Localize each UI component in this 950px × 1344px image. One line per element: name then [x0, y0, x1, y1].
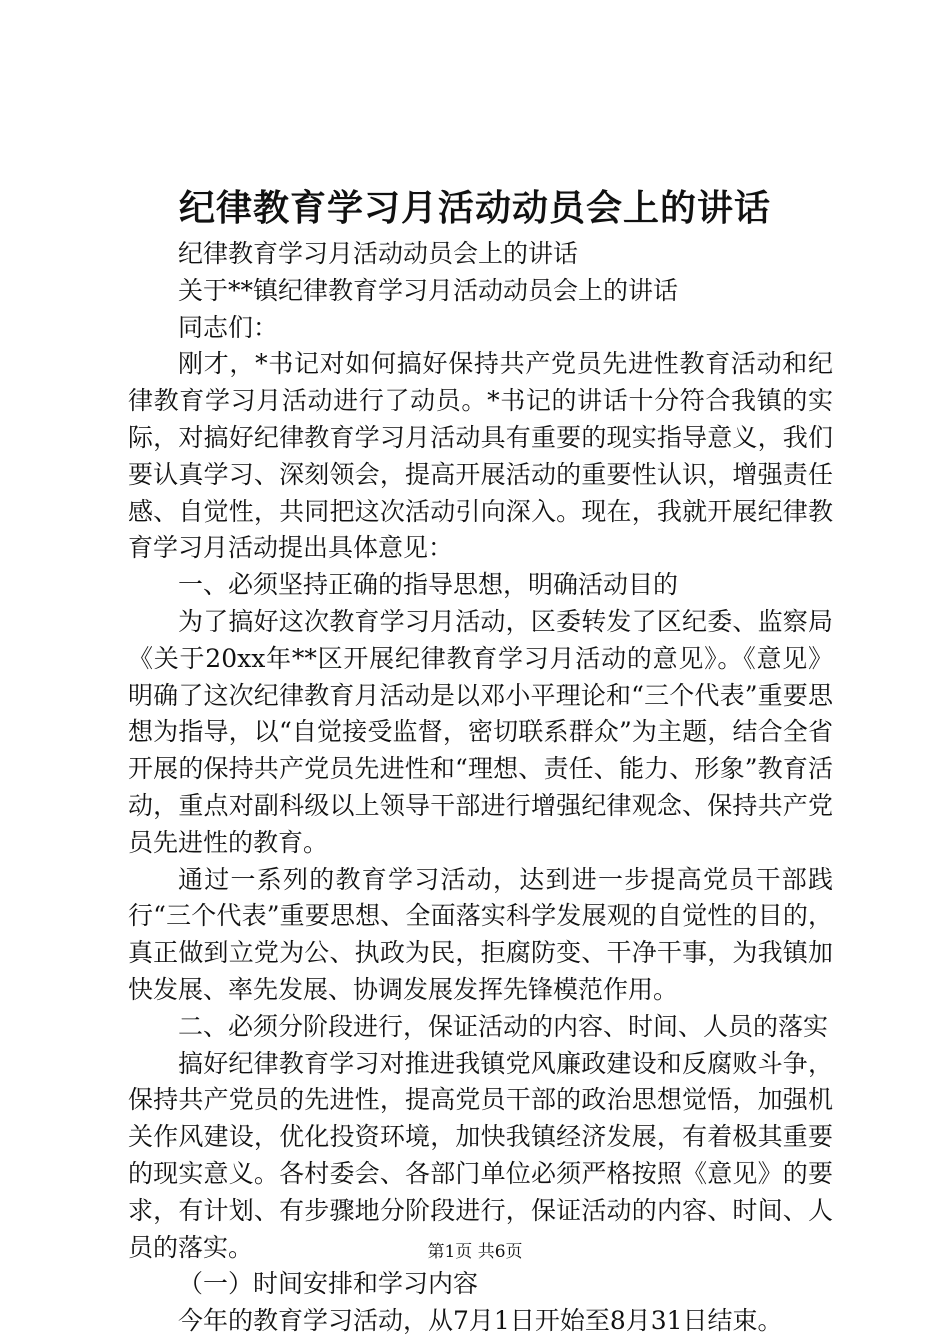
paragraph-subtitle: 纪律教育学习月活动动员会上的讲话 — [178, 239, 579, 268]
paragraph-subtitle-2: 关于**镇纪律教育学习月活动动员会上的讲话 — [178, 275, 679, 305]
document-title: 纪律教育学习月活动动员会上的讲话 — [178, 187, 771, 229]
subsection-heading-1: （一）时间安排和学习内容 — [178, 1269, 479, 1299]
paragraph-subsection-1: 今年的教育学习活动，从7月1日开始至8月31日结束。 — [178, 1306, 783, 1336]
section-heading-1: 一、必须坚持正确的指导思想，明确活动目的 — [178, 570, 679, 600]
page-footer: 第1页 共6页 — [427, 1242, 523, 1262]
paragraph-section-1-a: 为了搞好这次教育学习月活动，区委转发了区纪委、监察局《关于20xx年**区开展纪律教育学习月活动的意见》。《意见》明确了这次纪律教育月活动是以邓小平理论和“三个代表”重要思想为指导，以“自觉接受监督，密切联系群众”为主题，结合全省开展的保持共产党员先进性和“理想、责任、能力、形象”教育活动，重点对副科级以上领导干部进行增强纪律观念、保持共产党员先进性的教育。 — [128, 606, 833, 857]
document-body — [128, 236, 833, 1340]
paragraph-section-2: 搞好纪律教育学习对推进我镇党风廉政建设和反腐败斗争，保持共产党员的先进性，提高党员干部的政治思想觉悟，加强机关作风建设，优化投资环境，加快我镇经济发展，有着极其重要的现实意义。各村委会、各部门单位必须严格按照《意见》的要求，有计划、有步骤地分阶段进行，保证活动的内容、时间、人员的落实。 — [128, 1048, 833, 1262]
paragraph-salutation: 同志们： — [178, 312, 279, 342]
paragraph-intro: 刚才，*书记对如何搞好保持共产党员先进性教育活动和纪律教育学习月活动进行了动员。*书记的讲话十分符合我镇的实际，对搞好纪律教育学习月活动具有重要的现实指导意义，我们要认真学习、深刻领会，提高开展活动的重要性认识，增强责任感、自觉性，共同把这次活动引向深入。现在，我就开展纪律教育学习月活动提出具体意见： — [128, 349, 833, 563]
section-heading-2: 二、必须分阶段进行，保证活动的内容、时间、人员的落实 — [178, 1011, 829, 1041]
paragraph-section-1-b: 通过一系列的教育学习活动，达到进一步提高党员干部践行“三个代表”重要思想、全面落实科学发展观的自觉性的目的，真正做到立党为公、执政为民，拒腐防变、干净干事，为我镇加快发展、率先发展、协调发展发挥先锋模范作用。 — [128, 864, 833, 1004]
